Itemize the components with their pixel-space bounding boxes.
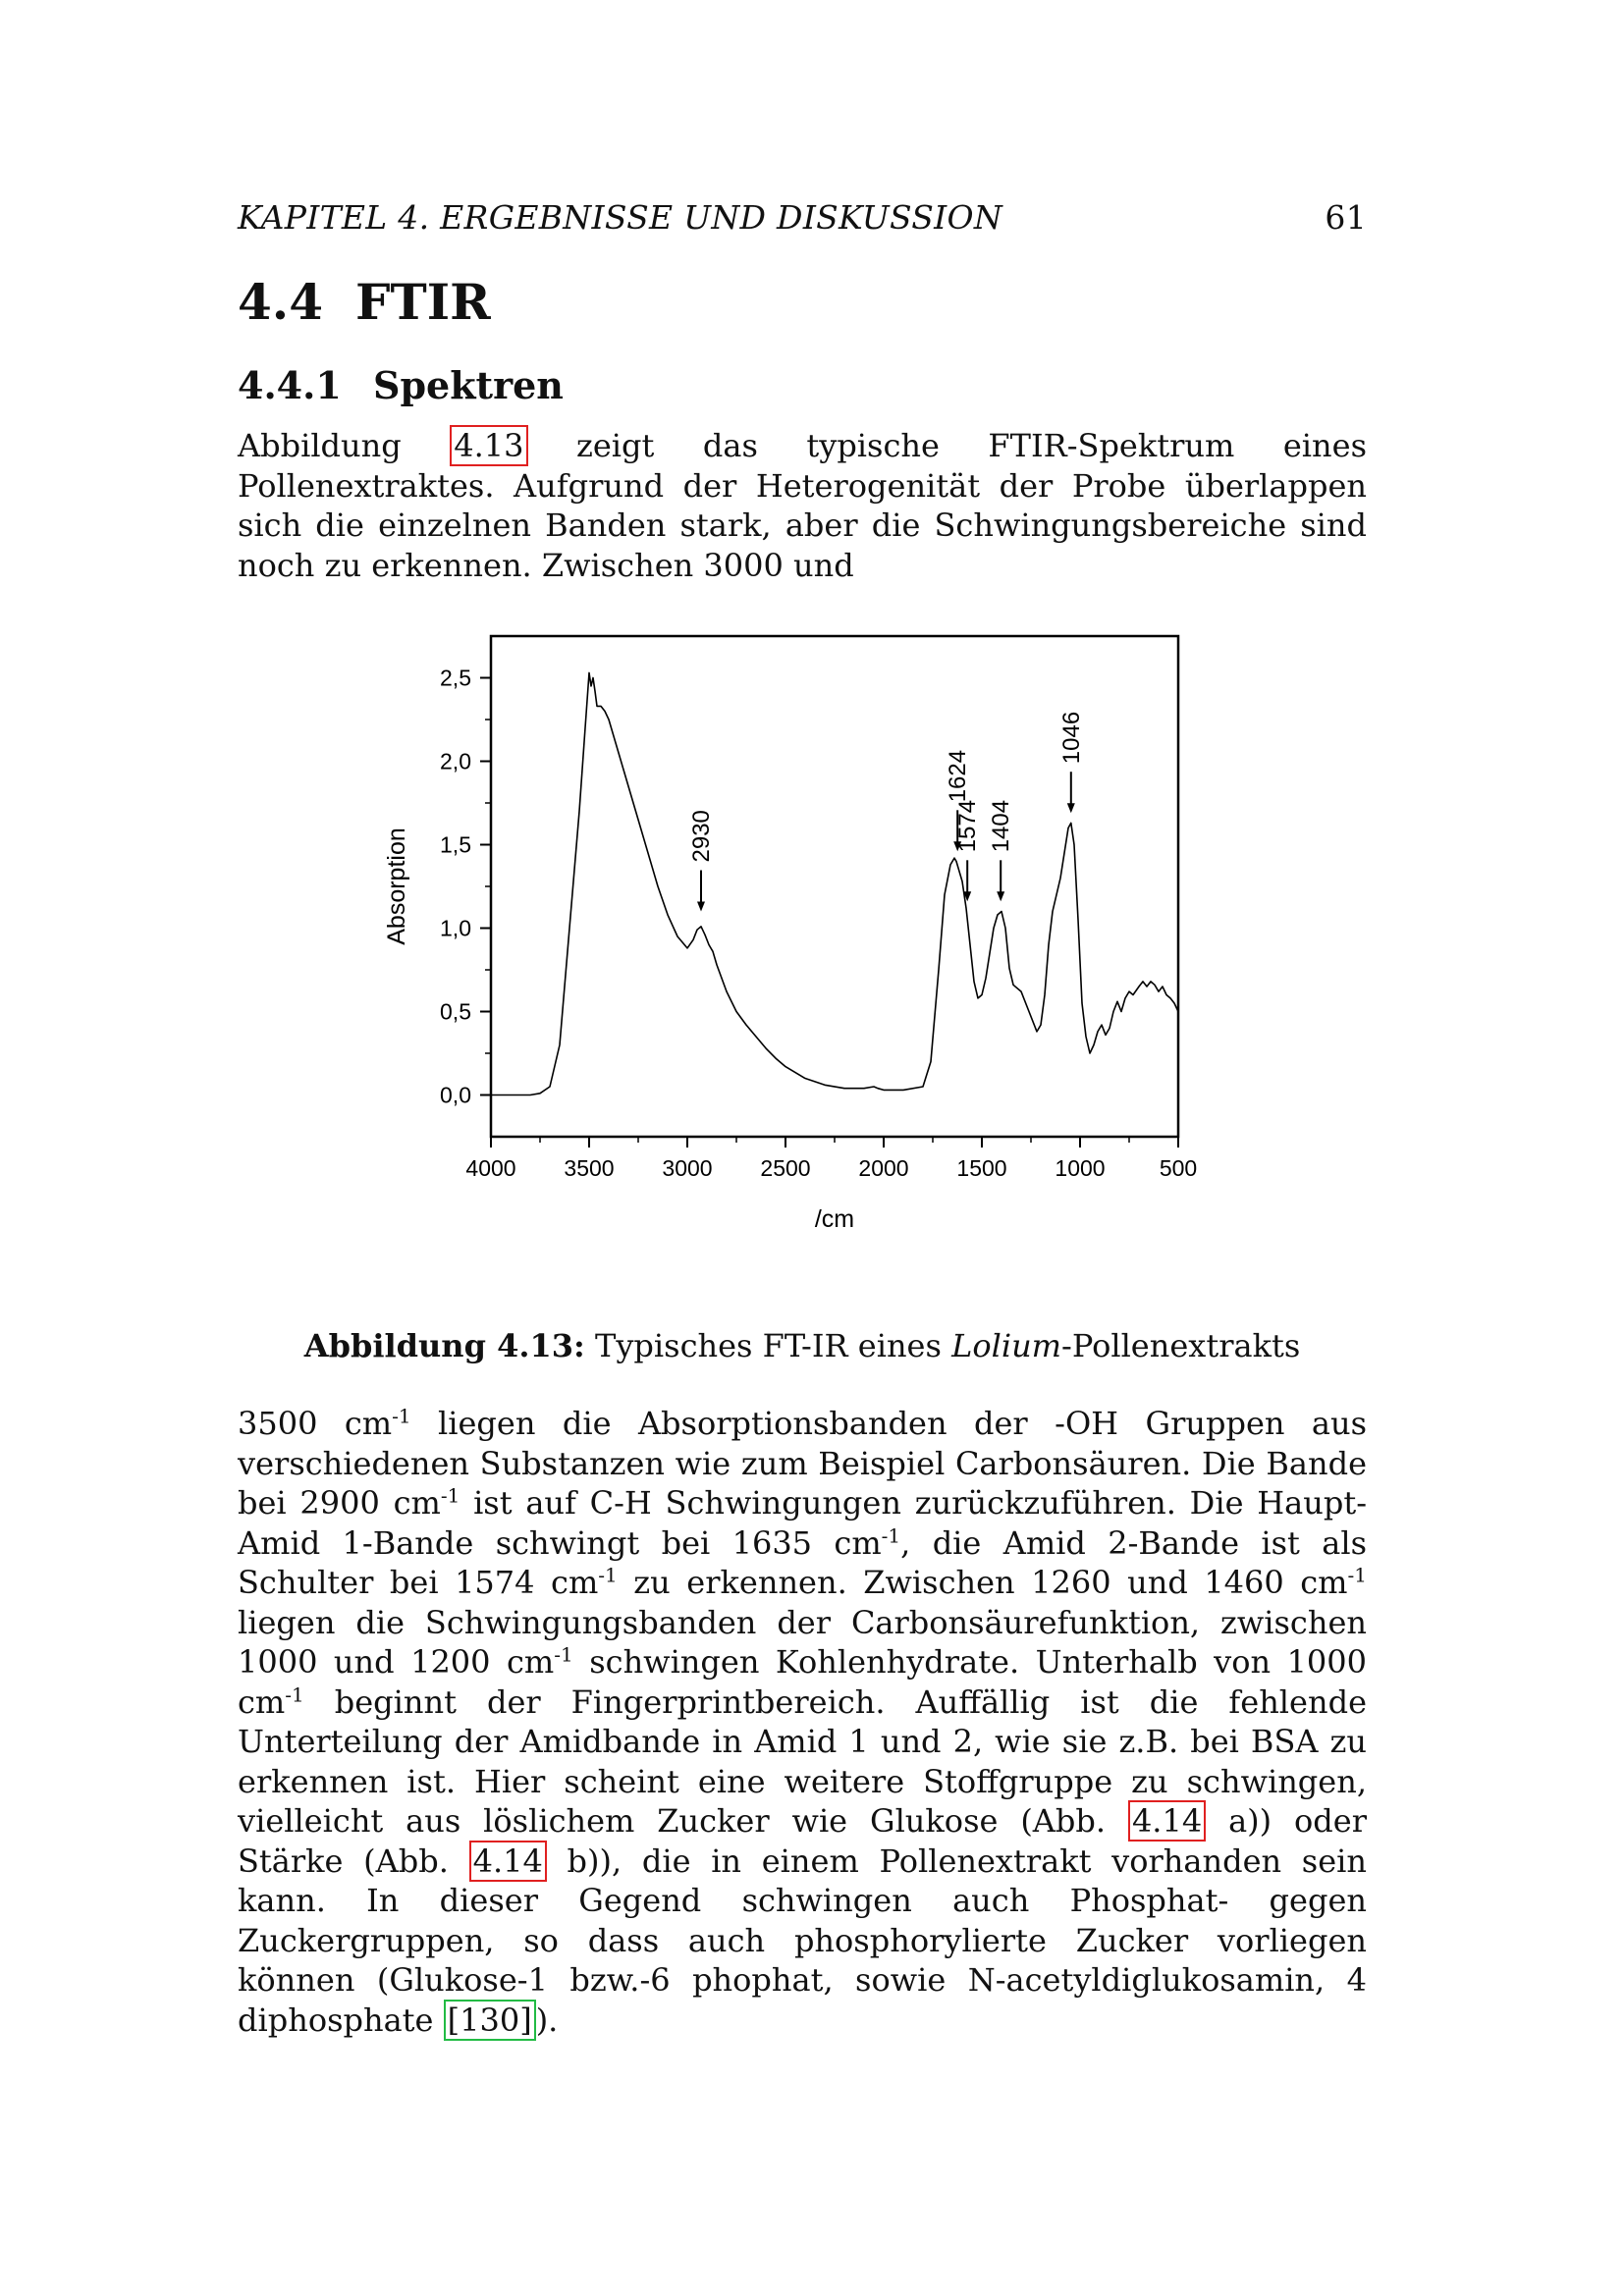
caption-label: Abbildung 4.13: xyxy=(303,1327,585,1364)
y-tick-label: 0,0 xyxy=(440,1082,471,1108)
x-tick-label: 1500 xyxy=(956,1155,1007,1181)
annotation-label: 2930 xyxy=(688,810,715,863)
ftir-chart xyxy=(373,609,1218,1256)
y-tick-label: 1,0 xyxy=(440,915,471,941)
peak-annotations xyxy=(688,712,1085,912)
x-tick-label: 3500 xyxy=(564,1155,615,1181)
caption-text-2: -Pollenextrakts xyxy=(1061,1327,1301,1364)
y-tick-label: 2,5 xyxy=(440,665,471,691)
figure-caption xyxy=(238,1327,1367,1364)
y-axis-label: Absorption xyxy=(383,828,410,945)
plot-frame xyxy=(491,636,1178,1137)
y-tick-label: 0,5 xyxy=(440,998,471,1025)
section-name: FTIR xyxy=(355,273,491,331)
subsection-title xyxy=(238,363,564,407)
figure-ref-link[interactable]: 4.14 xyxy=(469,1841,547,1882)
x-tick-label: 3000 xyxy=(662,1155,713,1181)
section-number: 4.4 xyxy=(238,273,323,331)
body-paragraph: 3500 $cm^{-1}$ liegen die Absorptionsbanden der -OH Gruppen aus verschiedenen Substanzen wie zum Beispiel Carbonsäuren. Die Bande bei 2900 $cm^{-1}$ ist auf C-H Schwingungen zurückzuführen. Die Haupt-Amid 1-Bande schwingt bei 1635 $cm^{-1}$, die Amid 2-Bande ist als Schulter bei 1574 $cm^{-1}$ zu erkennen. Zwischen 1260 und 1460 $cm^{-1}$ liegen die Schwingungsbanden der Carbonsäurefunktion, zwischen 1000 und 1200 $cm^{-1}$ schwingen Kohlenhydrate. Unterhalb von 1000 $cm^{-1}$ beginnt der Fingerprintbereich. Auffällig ist die fehlende Unterteilung der Amidbande in Amid 1 und 2, wie sie z.B. bei BSA zu erkennen ist. Hier scheint eine weitere Stoffgruppe zu schwingen, vielleicht aus löslichem Zucker wie Glukose (Abb. 4.14 a)) oder Stärke (Abb. 4.14 b)), die in einem Pollenextrakt vorhanden sein kann. In dieser Gegend schwingen auch Phosphat- gegen Zuckergruppen, so dass auch phosphorylierte Zucker vorliegen können (Glukose-1 bzw.-6 phophat, sowie N-acetyldiglukosamin, 4 diphosphate [130] ). xyxy=(238,1404,1368,2039)
ftir-figure xyxy=(373,609,1218,1256)
x-tick-label: 4000 xyxy=(465,1155,516,1181)
x-tick-label: 2000 xyxy=(858,1155,909,1181)
annotation-arrowhead xyxy=(1067,803,1075,813)
annotation-arrowhead xyxy=(697,902,705,912)
citation-link[interactable]: [130] xyxy=(444,2000,536,2041)
y-tick-label: 1,5 xyxy=(440,831,471,858)
subsection-number: 4.4.1 xyxy=(238,363,342,407)
intro-text-2: zeigt das typische FTIR-Spektrum eines Pollenextraktes. Aufgrund der Heterogenität der Probe überlappen sich die einzelnen Banden stark, aber die Schwingungsbereiche sind noch zu erkennen. Zwischen 3000 und xyxy=(238,427,1368,584)
caption-italic: Lolium xyxy=(951,1327,1062,1364)
caption-text-1: Typisches FT-IR eines xyxy=(584,1327,952,1364)
section-title xyxy=(238,273,491,331)
chapter-heading: KAPITEL 4. ERGEBNISSE UND DISKUSSION xyxy=(238,198,1003,237)
annotation-label: 1574 xyxy=(954,799,982,853)
intro-paragraph xyxy=(238,426,1367,585)
page-number: 61 xyxy=(1325,198,1367,237)
running-header xyxy=(238,198,1367,237)
x-axis xyxy=(465,1137,1197,1181)
x-tick-label: 1000 xyxy=(1055,1155,1106,1181)
figure-ref-link[interactable]: 4.13 xyxy=(450,425,527,466)
annotation-label: 1046 xyxy=(1057,711,1085,765)
figure-ref-link[interactable]: 4.14 xyxy=(1128,1800,1206,1842)
intro-text-1: Abbildung xyxy=(238,427,451,464)
x-axis-label: /cm xyxy=(814,1205,855,1233)
annotation-label: 1404 xyxy=(988,799,1015,853)
annotation-arrowhead xyxy=(997,891,1004,901)
y-tick-label: 2,0 xyxy=(440,748,471,774)
x-tick-label: 500 xyxy=(1159,1155,1198,1181)
subsection-name: Spektren xyxy=(373,363,564,407)
x-tick-label: 2500 xyxy=(760,1155,811,1181)
y-axis xyxy=(440,666,491,1108)
annotation-label: 1624 xyxy=(945,749,972,803)
